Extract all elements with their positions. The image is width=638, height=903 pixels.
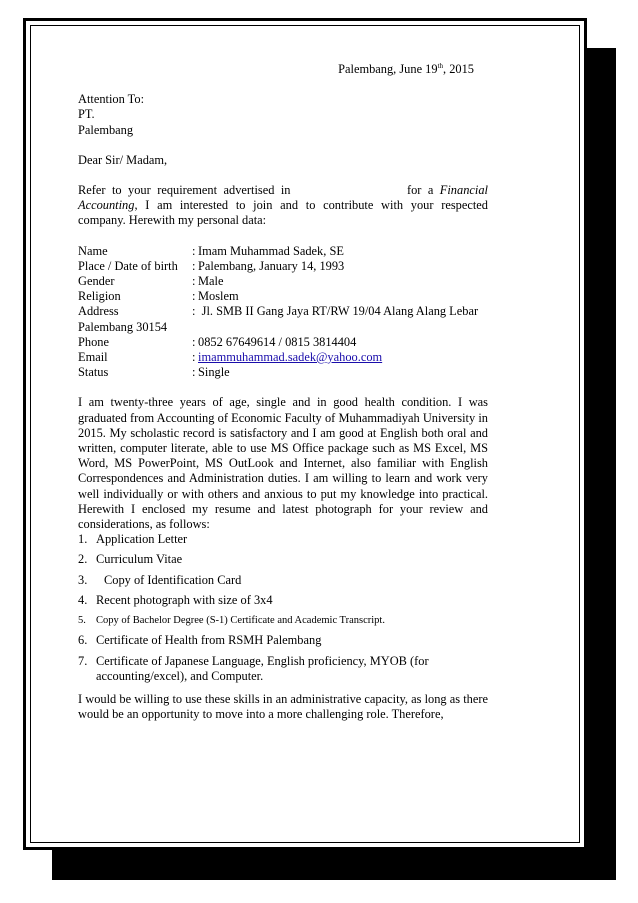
intro-part-c: , I am interested to join and to contribute with your respected company. Herewith my personal data: — [78, 198, 488, 228]
phone-label: Phone — [78, 334, 109, 349]
colon: : — [192, 243, 196, 258]
enclosure-number: 7. — [78, 653, 88, 668]
intro-part-b: for a — [406, 183, 434, 198]
enclosure-number: 4. — [78, 592, 88, 607]
status-label: Status — [78, 365, 109, 380]
letter-content — [78, 62, 488, 722]
date-year: , 2015 — [443, 62, 474, 76]
attention-line: Attention To: — [78, 92, 145, 107]
name-value: Imam Muhammad Sadek, SE — [198, 243, 344, 258]
enclosure-item — [78, 552, 488, 567]
address-cell — [78, 304, 488, 319]
row-birth — [78, 259, 488, 274]
enclosure-text: Certificate of Japanese Language, English proficiency, MYOB (for accounting/excel), and Computer. — [96, 653, 429, 683]
enclosure-item — [78, 593, 488, 608]
date-text: Palembang, June 19 — [338, 62, 438, 76]
address-label: Address — [78, 304, 119, 319]
row-email — [78, 350, 488, 365]
enclosure-number: 6. — [78, 633, 88, 648]
colon: : — [192, 274, 196, 289]
enclosure-text: Copy of Bachelor Degree (S-1) Certificate and Academic Transcript. — [96, 615, 385, 627]
row-phone — [78, 335, 488, 350]
intro-part-a: Refer to your requirement advertised in — [78, 183, 291, 198]
email-label: Email — [78, 350, 108, 365]
gender-value: Male — [198, 274, 224, 289]
enclosure-text: Certificate of Health from RSMH Palembang — [96, 633, 322, 648]
gender-label: Gender — [78, 274, 115, 289]
colon: : — [192, 289, 196, 304]
religion-label: Religion — [78, 289, 121, 304]
row-name — [78, 244, 488, 259]
email-link[interactable]: imammuhammad.sadek@yahoo.com — [198, 350, 383, 365]
birth-label: Place / Date of birth — [78, 258, 178, 273]
enclosure-number: 3. — [78, 572, 88, 587]
enclosure-text: Application Letter — [96, 532, 188, 547]
enclosure-list — [78, 532, 488, 684]
name-label: Name — [78, 243, 108, 258]
closing-paragraph: I would be willing to use these skills in an administrative capacity, as long as there would be an opportunity to move into a more challenging role. Therefore, — [78, 691, 488, 722]
body-paragraph: I am twenty-three years of age, single and in good health condition. I was graduated from Accounting of Economic Faculty of Muhammadiyah University in 2015. My scholastic record is satisfactory and I am good at English both oral and written, computer literate, able to use MS Office package such as MS Excel, MS Word, MS PowerPoint, MS OutLook and Internet, also familiar with English Correspondences and Administration duties. I am willing to learn and work very well individually or with others and anxious to put my knowledge into practical. Herewith I enclosed my resume and latest photograph for your review and considerations, as follows: — [78, 395, 488, 532]
colon: : — [192, 365, 196, 380]
personal-data-table — [78, 244, 488, 381]
colon: : — [192, 258, 196, 273]
row-religion — [78, 289, 488, 304]
letter-date — [78, 62, 488, 77]
row-status — [78, 365, 488, 380]
enclosure-number: 5. — [78, 615, 86, 627]
enclosure-item — [78, 654, 488, 684]
address-value: Jl. SMB II Gang Jaya RT/RW 19/04 Alang Alang Lebar — [201, 304, 479, 319]
colon: : — [192, 350, 196, 365]
phone-value: 0852 67649614 / 0815 3814404 — [198, 334, 357, 349]
colon: : — [192, 304, 196, 319]
company-line: PT. — [78, 107, 95, 122]
intro-position: Financial Accounting — [78, 183, 488, 213]
address-line-2: Palembang 30154 — [78, 319, 168, 334]
enclosure-text: Curriculum Vitae — [96, 552, 183, 567]
enclosure-number: 1. — [78, 532, 88, 547]
enclosure-item — [78, 573, 488, 588]
city-line: Palembang — [78, 122, 134, 137]
enclosure-item — [78, 613, 488, 628]
status-value: Single — [198, 365, 230, 380]
enclosure-number: 2. — [78, 552, 88, 567]
enclosure-item — [78, 633, 488, 648]
enclosure-text: Recent photograph with size of 3x4 — [96, 592, 273, 607]
intro-paragraph — [78, 183, 488, 229]
row-gender — [78, 274, 488, 289]
salutation: Dear Sir/ Madam, — [78, 152, 168, 167]
row-address — [78, 304, 488, 319]
birth-value: Palembang, January 14, 1993 — [198, 258, 345, 273]
enclosure-text: Copy of Identification Card — [104, 572, 242, 587]
colon: : — [192, 334, 196, 349]
enclosure-item — [78, 532, 488, 547]
row-address-2 — [78, 320, 488, 335]
religion-value: Moslem — [198, 289, 239, 304]
date-superscript: th — [437, 61, 444, 70]
